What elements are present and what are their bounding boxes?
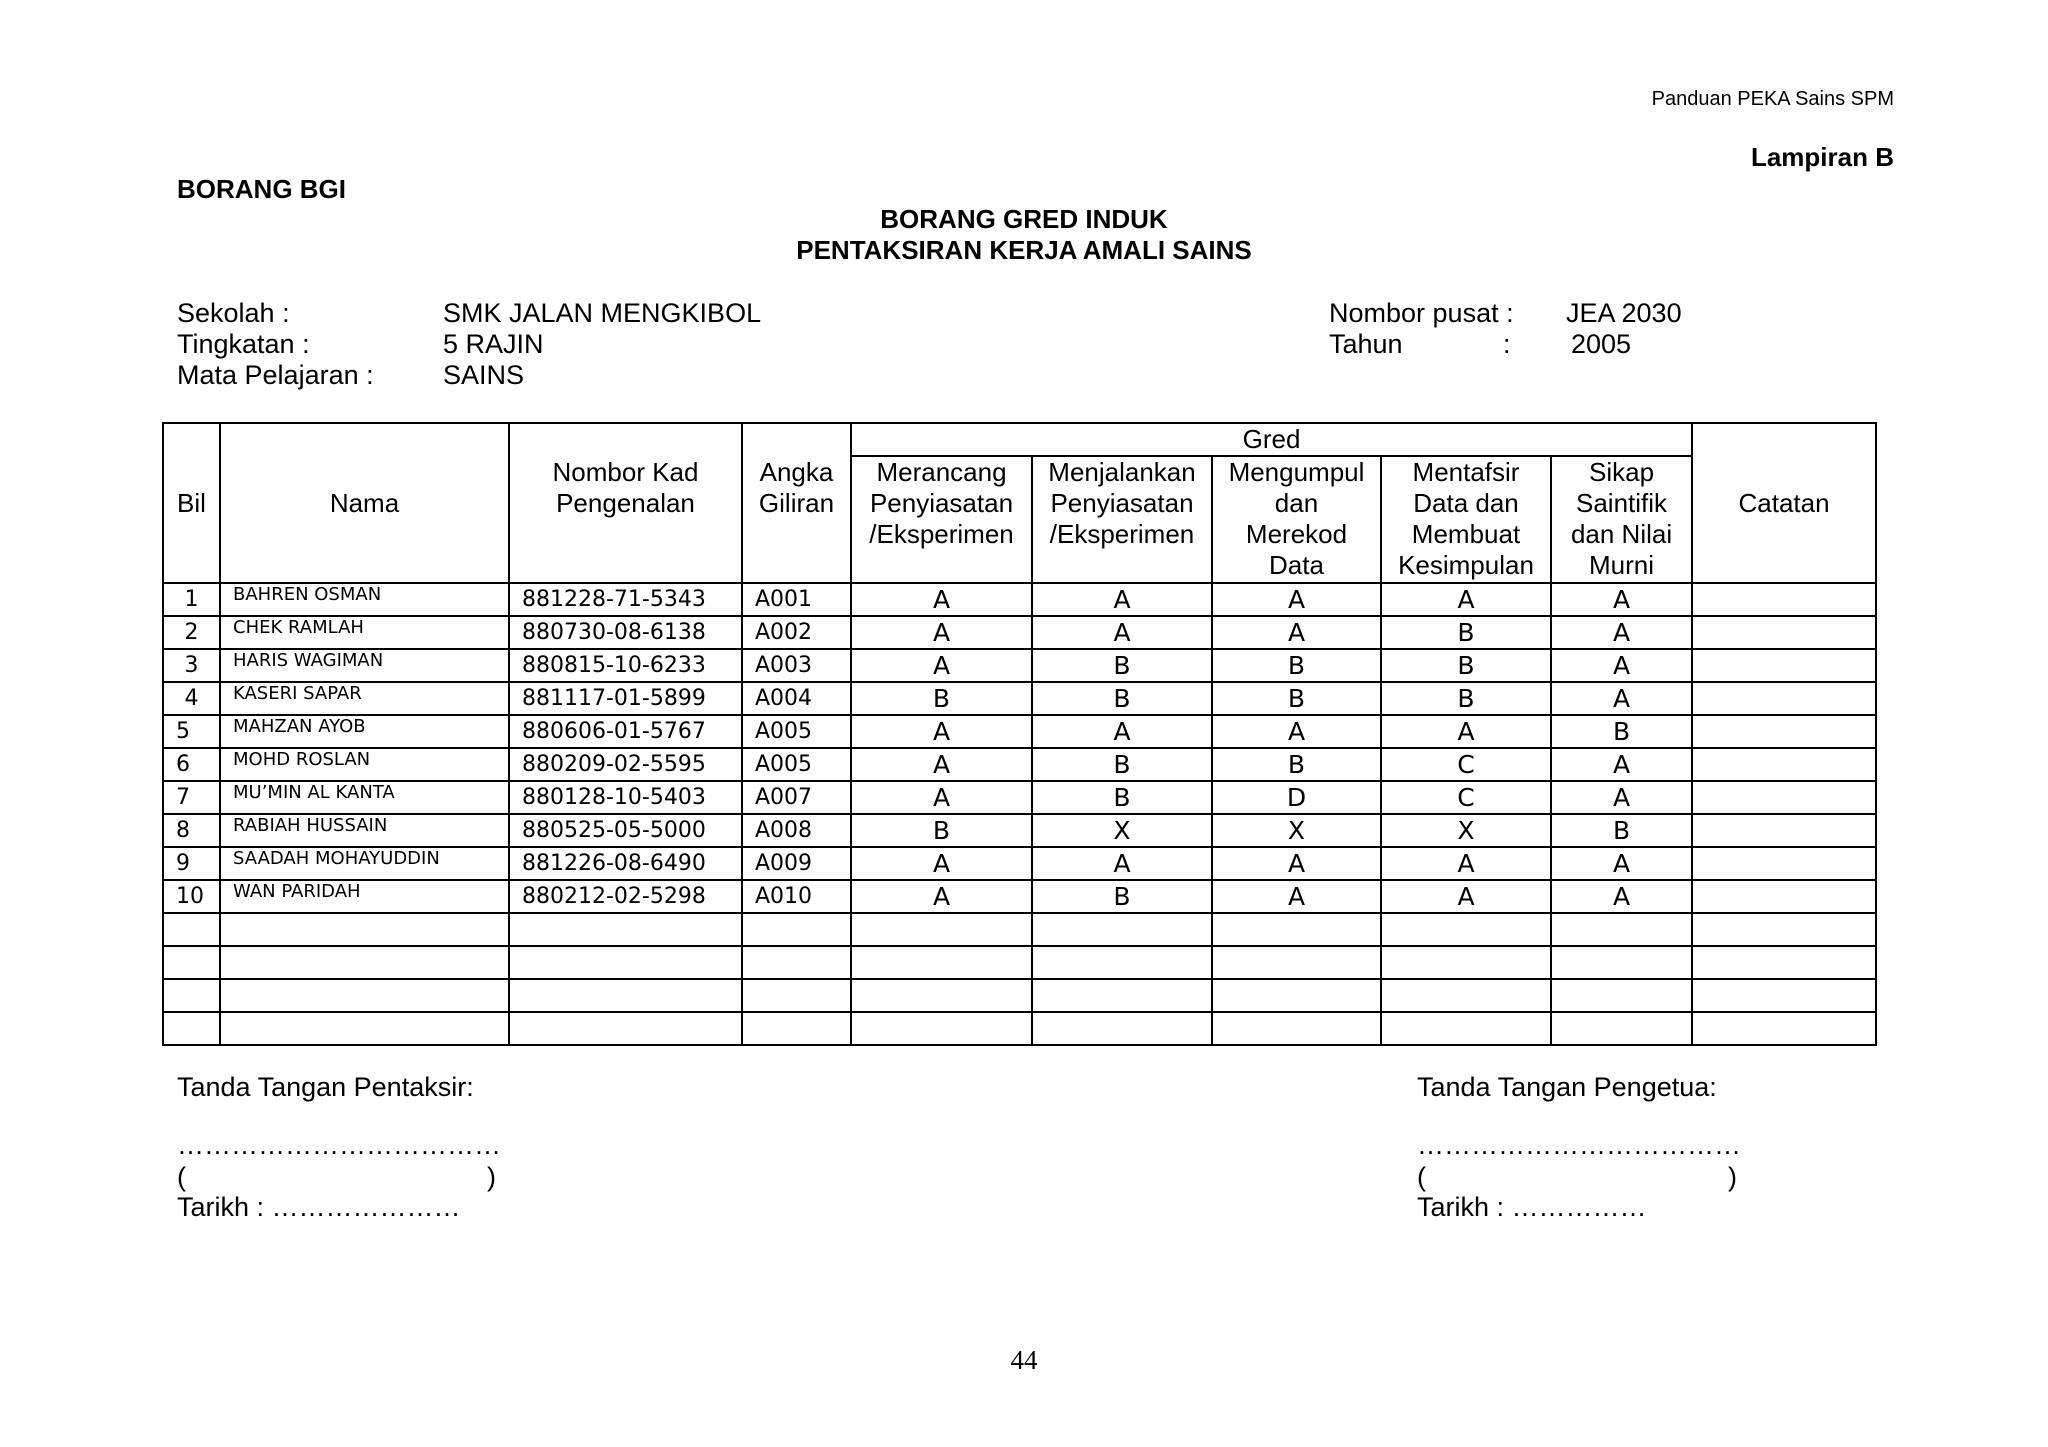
- bil-cell: [163, 946, 220, 979]
- grade-interpreting-cell: A: [1381, 880, 1551, 913]
- grade-attitude-cell: A: [1551, 583, 1692, 616]
- ic-number-cell: 880730-08-6138: [509, 616, 742, 649]
- index-number-cell: A005: [742, 748, 851, 781]
- grade-planning-cell: A: [851, 715, 1032, 748]
- bil-cell: 3: [163, 649, 220, 682]
- index-number-cell: [742, 979, 851, 1012]
- col-header-angka: Angka Giliran: [742, 423, 851, 583]
- grade-attitude-cell: B: [1551, 814, 1692, 847]
- grade-interpreting-cell: C: [1381, 748, 1551, 781]
- grade-recording-cell: A: [1212, 583, 1381, 616]
- grade-attitude-cell: A: [1551, 748, 1692, 781]
- table-row: [163, 748, 1876, 781]
- grade-conducting-cell: A: [1032, 616, 1212, 649]
- index-number-cell: [742, 913, 851, 946]
- grade-interpreting-cell: B: [1381, 616, 1551, 649]
- grade-recording-cell: A: [1212, 847, 1381, 880]
- ic-number-cell: 880212-02-5298: [509, 880, 742, 913]
- notes-cell: [1692, 649, 1876, 682]
- grade-recording-cell: B: [1212, 682, 1381, 715]
- grade-attitude-cell: A: [1551, 847, 1692, 880]
- center-value: JEA 2030: [1566, 298, 1682, 328]
- name-cell: RABIAH HUSSAIN: [220, 814, 509, 847]
- bil-cell: [163, 913, 220, 946]
- col-header-grade-5: Sikap Saintifik dan Nilai Murni: [1551, 456, 1692, 583]
- grade-planning-cell: A: [851, 847, 1032, 880]
- bil-cell: 10: [163, 880, 220, 913]
- name-cell: KASERI SAPAR: [220, 682, 509, 715]
- grade-planning-cell: B: [851, 682, 1032, 715]
- notes-cell: [1692, 847, 1876, 880]
- index-number-cell: A004: [742, 682, 851, 715]
- page-subtitle: PENTAKSIRAN KERJA AMALI SAINS: [796, 235, 1252, 265]
- grade-conducting-cell: A: [1032, 847, 1212, 880]
- index-number-cell: [742, 1012, 851, 1045]
- grade-conducting-cell: B: [1032, 781, 1212, 814]
- table-row: [163, 649, 1876, 682]
- grade-interpreting-cell: B: [1381, 649, 1551, 682]
- name-cell: CHEK RAMLAH: [220, 616, 509, 649]
- grade-attitude-cell: B: [1551, 715, 1692, 748]
- grade-planning-cell: A: [851, 748, 1032, 781]
- grade-interpreting-cell: A: [1381, 583, 1551, 616]
- notes-cell: [1692, 583, 1876, 616]
- grade-conducting-cell: A: [1032, 715, 1212, 748]
- school-value: SMK JALAN MENGKIBOL: [443, 298, 762, 328]
- table-row: [163, 913, 1876, 946]
- grade-recording-cell: B: [1212, 649, 1381, 682]
- bil-cell: 8: [163, 814, 220, 847]
- grade-recording-cell: [1212, 979, 1381, 1012]
- bil-cell: [163, 1012, 220, 1045]
- notes-cell: [1692, 880, 1876, 913]
- subject-label: Mata Pelajaran :: [177, 360, 374, 390]
- col-header-bil: Bil: [163, 423, 220, 583]
- index-number-cell: A007: [742, 781, 851, 814]
- index-number-cell: A003: [742, 649, 851, 682]
- assessor-name-paren-close: ): [487, 1162, 496, 1192]
- table-row: [163, 583, 1876, 616]
- grade-recording-cell: [1212, 1012, 1381, 1045]
- assessor-signature-line: ………………………………: [177, 1130, 501, 1160]
- grade-conducting-cell: B: [1032, 880, 1212, 913]
- ic-number-cell: [509, 1012, 742, 1045]
- name-cell: [220, 1012, 509, 1045]
- name-cell: SAADAH MOHAYUDDIN: [220, 847, 509, 880]
- col-header-grade-4: Mentafsir Data dan Membuat Kesimpulan: [1381, 456, 1551, 583]
- bil-cell: 5: [163, 715, 220, 748]
- year-value: 2005: [1571, 329, 1632, 359]
- grade-interpreting-cell: [1381, 979, 1551, 1012]
- school-label: Sekolah :: [177, 298, 290, 328]
- grade-interpreting-cell: B: [1381, 682, 1551, 715]
- ic-number-cell: 880525-05-5000: [509, 814, 742, 847]
- grade-recording-cell: A: [1212, 880, 1381, 913]
- notes-cell: [1692, 979, 1876, 1012]
- grade-planning-cell: [851, 946, 1032, 979]
- grade-conducting-cell: [1032, 946, 1212, 979]
- grade-interpreting-cell: [1381, 913, 1551, 946]
- grade-recording-cell: [1212, 913, 1381, 946]
- col-header-nama: Nama: [220, 423, 509, 583]
- grade-attitude-cell: [1551, 946, 1692, 979]
- table-row: [163, 715, 1876, 748]
- col-header-grade-3: Mengumpul dan Merekod Data: [1212, 456, 1381, 583]
- index-number-cell: A005: [742, 715, 851, 748]
- table-row: [163, 847, 1876, 880]
- notes-cell: [1692, 1012, 1876, 1045]
- grade-planning-cell: [851, 979, 1032, 1012]
- ic-number-cell: [509, 979, 742, 1012]
- grade-attitude-cell: A: [1551, 682, 1692, 715]
- grade-attitude-cell: A: [1551, 616, 1692, 649]
- principal-signature-line: ………………………………: [1417, 1130, 1741, 1160]
- col-header-grade-1: Merancang Penyiasatan /Eksperimen: [851, 456, 1032, 583]
- grade-recording-cell: D: [1212, 781, 1381, 814]
- grade-planning-cell: A: [851, 781, 1032, 814]
- ic-number-cell: 880606-01-5767: [509, 715, 742, 748]
- grade-conducting-cell: B: [1032, 649, 1212, 682]
- name-cell: WAN PARIDAH: [220, 880, 509, 913]
- ic-number-cell: 881228-71-5343: [509, 583, 742, 616]
- ic-number-cell: 881117-01-5899: [509, 682, 742, 715]
- grade-interpreting-cell: [1381, 1012, 1551, 1045]
- name-cell: HARIS WAGIMAN: [220, 649, 509, 682]
- index-number-cell: A001: [742, 583, 851, 616]
- notes-cell: [1692, 616, 1876, 649]
- grade-planning-cell: A: [851, 880, 1032, 913]
- grade-interpreting-cell: C: [1381, 781, 1551, 814]
- grade-conducting-cell: B: [1032, 748, 1212, 781]
- grade-planning-cell: B: [851, 814, 1032, 847]
- index-number-cell: A002: [742, 616, 851, 649]
- bil-cell: 6: [163, 748, 220, 781]
- name-cell: BAHREN OSMAN: [220, 583, 509, 616]
- grade-attitude-cell: A: [1551, 649, 1692, 682]
- principal-name-paren-open: (: [1417, 1162, 1426, 1192]
- principal-signature-label: Tanda Tangan Pengetua:: [1417, 1072, 1717, 1102]
- table-row: [163, 946, 1876, 979]
- bil-cell: 1: [163, 583, 220, 616]
- grade-conducting-cell: X: [1032, 814, 1212, 847]
- grade-interpreting-cell: X: [1381, 814, 1551, 847]
- notes-cell: [1692, 715, 1876, 748]
- bil-cell: 4: [163, 682, 220, 715]
- grade-conducting-cell: [1032, 913, 1212, 946]
- name-cell: [220, 913, 509, 946]
- grade-recording-cell: A: [1212, 715, 1381, 748]
- grade-attitude-cell: A: [1551, 781, 1692, 814]
- table-row: [163, 880, 1876, 913]
- grade-planning-cell: [851, 913, 1032, 946]
- table-row: [163, 781, 1876, 814]
- table-row: [163, 979, 1876, 1012]
- notes-cell: [1692, 913, 1876, 946]
- ic-number-cell: 880815-10-6233: [509, 649, 742, 682]
- index-number-cell: [742, 946, 851, 979]
- index-number-cell: A009: [742, 847, 851, 880]
- name-cell: MAHZAN AYOB: [220, 715, 509, 748]
- grade-rows: [163, 583, 1876, 1045]
- ic-number-cell: 880209-02-5595: [509, 748, 742, 781]
- table-row: [163, 1012, 1876, 1045]
- bil-cell: 9: [163, 847, 220, 880]
- assessor-signature-label: Tanda Tangan Pentaksir:: [177, 1072, 474, 1102]
- notes-cell: [1692, 682, 1876, 715]
- principal-name-paren-close: ): [1728, 1162, 1737, 1192]
- assessor-date: Tarikh : …………………: [177, 1192, 461, 1222]
- ic-number-cell: [509, 946, 742, 979]
- grade-conducting-cell: [1032, 1012, 1212, 1045]
- bil-cell: [163, 979, 220, 1012]
- center-label: Nombor pusat :: [1329, 298, 1514, 328]
- grade-interpreting-cell: A: [1381, 847, 1551, 880]
- grade-planning-cell: A: [851, 616, 1032, 649]
- grade-recording-cell: [1212, 946, 1381, 979]
- notes-cell: [1692, 814, 1876, 847]
- grade-interpreting-cell: [1381, 946, 1551, 979]
- index-number-cell: A008: [742, 814, 851, 847]
- attachment-label: Lampiran B: [1750, 142, 1894, 172]
- grade-planning-cell: A: [851, 649, 1032, 682]
- bil-cell: 7: [163, 781, 220, 814]
- grade-interpreting-cell: A: [1381, 715, 1551, 748]
- grade-table: [162, 422, 1877, 1046]
- grade-planning-cell: [851, 1012, 1032, 1045]
- grade-attitude-cell: A: [1551, 880, 1692, 913]
- guide-title: Panduan PEKA Sains SPM: [1651, 88, 1894, 110]
- grade-conducting-cell: B: [1032, 682, 1212, 715]
- ic-number-cell: [509, 913, 742, 946]
- grade-planning-cell: A: [851, 583, 1032, 616]
- table-row: [163, 616, 1876, 649]
- grade-attitude-cell: [1551, 979, 1692, 1012]
- grade-recording-cell: X: [1212, 814, 1381, 847]
- ic-number-cell: 880128-10-5403: [509, 781, 742, 814]
- notes-cell: [1692, 781, 1876, 814]
- name-cell: [220, 946, 509, 979]
- ic-number-cell: 881226-08-6490: [509, 847, 742, 880]
- col-header-catatan: Catatan: [1692, 423, 1876, 583]
- name-cell: [220, 979, 509, 1012]
- col-header-grade-2: Menjalankan Penyiasatan /Eksperimen: [1032, 456, 1212, 583]
- principal-date: Tarikh : ……………: [1417, 1192, 1647, 1222]
- grade-recording-cell: B: [1212, 748, 1381, 781]
- form-label: Tingkatan :: [177, 329, 310, 359]
- notes-cell: [1692, 748, 1876, 781]
- col-header-ic: Nombor Kad Pengenalan: [509, 423, 742, 583]
- page-title: BORANG GRED INDUK: [880, 204, 1168, 234]
- table-row: [163, 814, 1876, 847]
- index-number-cell: A010: [742, 880, 851, 913]
- subject-value: SAINS: [443, 360, 525, 390]
- notes-cell: [1692, 946, 1876, 979]
- bil-cell: 2: [163, 616, 220, 649]
- year-label: Tahun: [1329, 329, 1403, 359]
- page-number: 44: [1010, 1345, 1038, 1375]
- grade-recording-cell: A: [1212, 616, 1381, 649]
- grade-conducting-cell: [1032, 979, 1212, 1012]
- grade-attitude-cell: [1551, 913, 1692, 946]
- col-header-gred: Gred: [851, 423, 1692, 456]
- grade-conducting-cell: A: [1032, 583, 1212, 616]
- form-value: 5 RAJIN: [443, 329, 544, 359]
- assessor-name-paren-open: (: [177, 1162, 186, 1192]
- grade-attitude-cell: [1551, 1012, 1692, 1045]
- form-code: BORANG BGI: [177, 174, 346, 204]
- year-colon: :: [1503, 329, 1511, 359]
- table-row: [163, 682, 1876, 715]
- name-cell: MOHD ROSLAN: [220, 748, 509, 781]
- name-cell: MU’MIN AL KANTA: [220, 781, 509, 814]
